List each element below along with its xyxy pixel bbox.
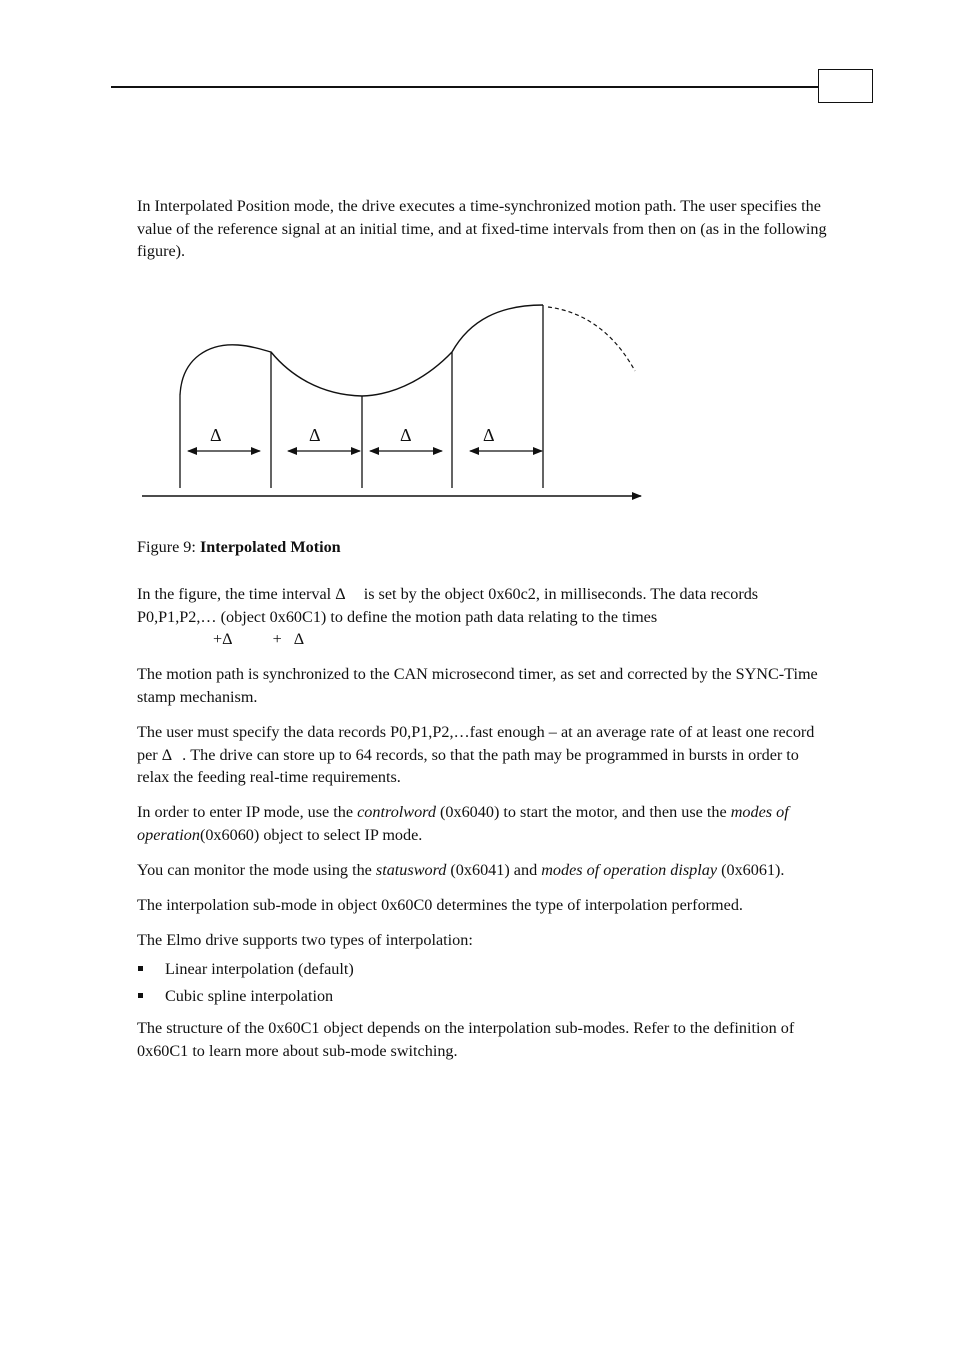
figure-caption — [137, 538, 341, 557]
motion-curve-extrapolation — [548, 307, 635, 371]
list-item: Linear interpolation (default) — [137, 958, 827, 981]
sync-paragraph: The motion path is synchronized to the CAN microsecond timer, as set and corrected by the SYNC-Time stamp mechanism. — [137, 665, 818, 706]
records-paragraph: The user must specify the data records P0,P1,P2,…fast enough – at an average rate of at least one record per Δ . The drive can store up to 64 records, so that the path may be programmed in bursts in order to relax the feeding real-time requirements. — [137, 722, 815, 787]
structure-paragraph: The structure of the 0x60C1 object depends on the interpolation sub-modes. Refer to the definition of 0x60C1 to learn more about sub-mode switching. — [137, 1018, 795, 1060]
types-paragraph: The Elmo drive supports two types of interpolation: — [137, 931, 473, 950]
delta-symbol: Δ — [335, 585, 346, 603]
caption-prefix: Figure 9: — [137, 538, 200, 556]
ip-mode-paragraph: In order to enter IP mode, use the controlword (0x6040) to start the motor, and then use the modes of operation(0x6060) object to select IP mode. — [137, 803, 789, 844]
page-number-box — [818, 69, 873, 103]
motion-curve — [180, 305, 543, 396]
monitor-paragraph: You can monitor the mode using the statusword (0x6041) and modes of operation display (0x6061). — [137, 860, 785, 879]
delta-label-4: Δ — [483, 425, 495, 445]
caption-title: Interpolated Motion — [199, 538, 341, 556]
submode-paragraph: The interpolation sub-mode in object 0x60C0 determines the type of interpolation performed. — [137, 896, 743, 915]
body-section — [137, 583, 827, 1075]
header-rule — [111, 86, 819, 88]
intro-section — [137, 195, 827, 279]
delta-label-3: Δ — [400, 425, 412, 445]
delta-label-2: Δ — [309, 425, 321, 445]
intro-paragraph: In Interpolated Position mode, the drive executes a time-synchronized motion path. The user specifies the value of the reference signal at an initial time, and at fixed-time intervals from then on (as in the following figure). — [137, 197, 827, 261]
bullet-icon — [138, 993, 143, 998]
interpolation-types-list — [137, 958, 827, 1008]
interpolated-motion-figure — [130, 295, 650, 510]
delta-symbol: Δ — [161, 745, 173, 764]
time-interval-paragraph: In the figure, the time interval Δ is set by the object 0x60c2, in milliseconds. The data records P0,P1,P2,… (object 0x60C1) to define the motion path data relating to the times +Δ + Δ — [137, 585, 759, 649]
bullet-icon — [138, 966, 143, 971]
list-item: Cubic spline interpolation — [137, 985, 827, 1008]
delta-label-1: Δ — [210, 425, 222, 445]
